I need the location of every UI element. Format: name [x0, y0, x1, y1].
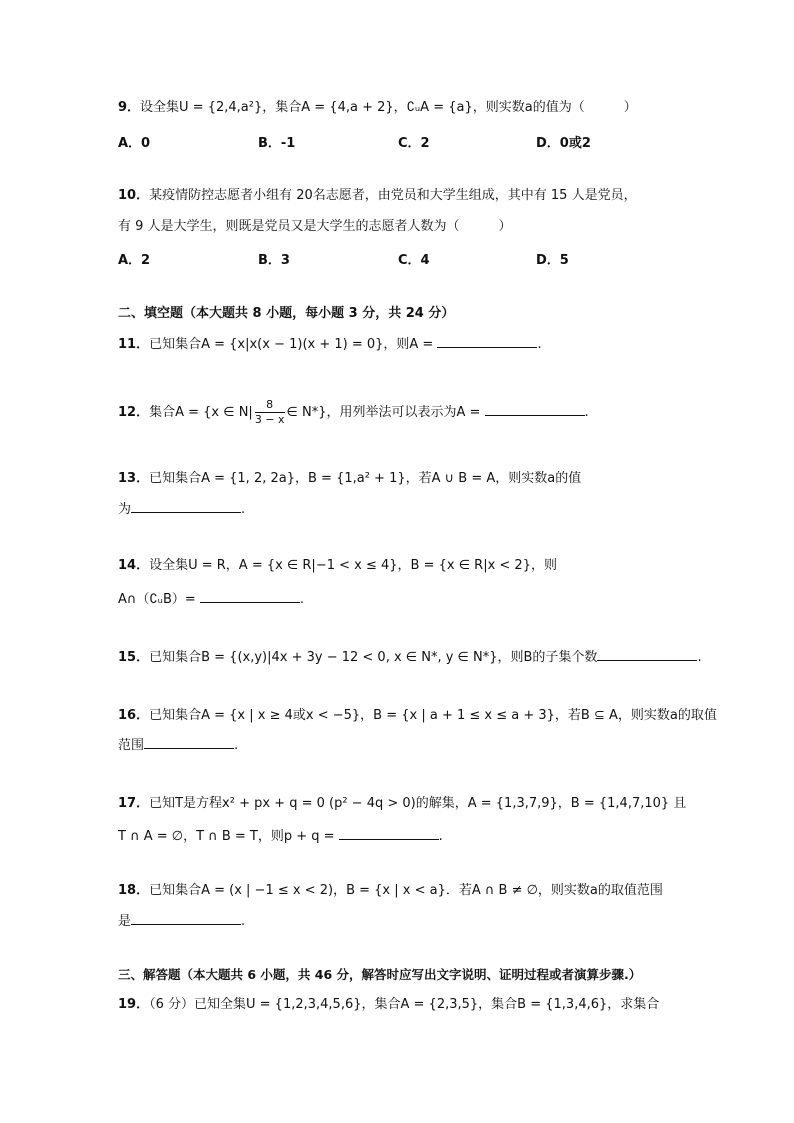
- answer-blank[interactable]: [339, 827, 439, 840]
- question-text: 已知集合A = {x | x ≥ 4或x < −5}，B = {x | a + 1 ≤ x ≤ a + 3}，若B ⊆ A，则实数a的取值: [149, 708, 717, 723]
- question-10-line-1: [118, 186, 637, 206]
- question-19: 19．（6 分）已知全集U = {1,2,3,4,5,6}，集合A = {2,3,5}，集合B = {1,3,4,6}，求集合: [118, 997, 660, 1012]
- question-text: 已知集合B = {(x,y)|4x + 3y − 12 < 0, x ∈ N*, y ∈ N*}，则B的子集个数: [149, 650, 598, 665]
- question-text: 已知集合A = {1, 2, 2a}，B = {1,a² + 1}，若A ∪ B = A，则实数a的值: [149, 471, 582, 486]
- question-17-line-1: 17．已知T是方程x² + px + q = 0 (p² − 4q > 0)的解集，A = {1,3,7,9}，B = {1,4,7,10} 且: [118, 796, 687, 811]
- question-text: 设全集U = {2,4,a²}，集合A = {4,a + 2}，∁ᵤA = {a}，则实数a的值为（ ）: [140, 100, 637, 115]
- question-9: [118, 98, 637, 118]
- question-16-line-2: 范围 .: [118, 738, 239, 753]
- option-d[interactable]: D．0或2: [536, 136, 591, 151]
- answer-blank[interactable]: [131, 500, 241, 513]
- question-14-line-1: 14．设全集U = R，A = {x ∈ R|−1 < x ≤ 4}，B = {x ∈ R|x < 2}，则: [118, 558, 557, 573]
- answer-blank[interactable]: [131, 912, 241, 925]
- option-c[interactable]: C．4: [398, 253, 430, 268]
- answer-blank[interactable]: [200, 590, 300, 603]
- answer-blank[interactable]: [597, 648, 697, 661]
- question-text: 已知T是方程x² + px + q = 0 (p² − 4q > 0)的解集，A = {1,3,7,9}，B = {1,4,7,10} 且: [149, 796, 687, 811]
- question-18-line-1: 18．已知集合A = (x | −1 ≤ x < 2)，B = {x | x < a}．若A ∩ B ≠ ∅，则实数a的取值范围: [118, 883, 663, 898]
- question-18-line-2: 是 .: [118, 914, 246, 929]
- question-16-line-1: 16．已知集合A = {x | x ≥ 4或x < −5}，B = {x | a + 1 ≤ x ≤ a + 3}，若B ⊆ A，则实数a的取值: [118, 708, 717, 723]
- option-a[interactable]: A．2: [118, 253, 151, 268]
- fraction: $\frac{8}{3 - x}$: [254, 398, 285, 426]
- option-b[interactable]: B．3: [258, 253, 290, 268]
- question-13-line-2: 为 .: [118, 502, 246, 517]
- question-text: 已知集合A = {x|x(x − 1)(x + 1) = 0}，则A =: [149, 337, 438, 352]
- section-2-heading: 二、填空题（本大题共 8 小题，每小题 3 分，共 24 分）: [118, 306, 455, 321]
- answer-blank[interactable]: [437, 335, 537, 348]
- question-13-line-1: 13．已知集合A = {1, 2, 2a}，B = {1,a² + 1}，若A ∪ B = A，则实数a的值: [118, 471, 582, 486]
- question-text: 设全集U = R，A = {x ∈ R|−1 < x ≤ 4}，B = {x ∈ R|x < 2}，则: [149, 558, 557, 573]
- question-text: 已知集合A = (x | −1 ≤ x < 2)，B = {x | x < a}．若A ∩ B ≠ ∅，则实数a的取值范围: [149, 883, 663, 898]
- section-3-heading: 三、解答题（本大题共 6 小题，共 46 分，解答时应写出文字说明、证明过程或者演算步骤.）: [118, 967, 642, 982]
- answer-blank[interactable]: [485, 403, 585, 416]
- option-c[interactable]: C．2: [398, 136, 430, 151]
- question-11: 11．已知集合A = {x|x(x − 1)(x + 1) = 0}，则A = .: [118, 337, 542, 352]
- option-b[interactable]: B．-1: [258, 136, 296, 151]
- question-text: 有 9 人是大学生，则既是党员又是大学生的志愿者人数为（ ）: [118, 219, 512, 234]
- option-d[interactable]: D．5: [536, 253, 569, 268]
- option-a[interactable]: A．0: [118, 136, 151, 151]
- question-12: 12．集合A = {x ∈ N| $\frac{8}{3 - x}$ ∈ N*}，用列举法可以表示为A = .: [118, 398, 589, 426]
- question-number: 9．: [118, 100, 141, 115]
- question-17-line-2: T ∩ A = ∅，T ∩ B = T，则p + q = .: [118, 829, 443, 844]
- question-text: 某疫情防控志愿者小组有 20名志愿者，由党员和大学生组成，其中有 15 人是党员，: [149, 188, 637, 203]
- answer-blank[interactable]: [144, 736, 234, 749]
- question-15: 15．已知集合B = {(x,y)|4x + 3y − 12 < 0, x ∈ N*, y ∈ N*}，则B的子集个数 .: [118, 650, 702, 665]
- question-number: 10．: [118, 188, 150, 203]
- question-14-line-2: A∩（∁ᵤB）= .: [118, 592, 305, 607]
- question-10-line-2: [118, 217, 512, 237]
- question-text: （6 分）已知全集U = {1,2,3,4,5,6}，集合A = {2,3,5}，集合B = {1,3,4,6}，求集合: [149, 997, 660, 1012]
